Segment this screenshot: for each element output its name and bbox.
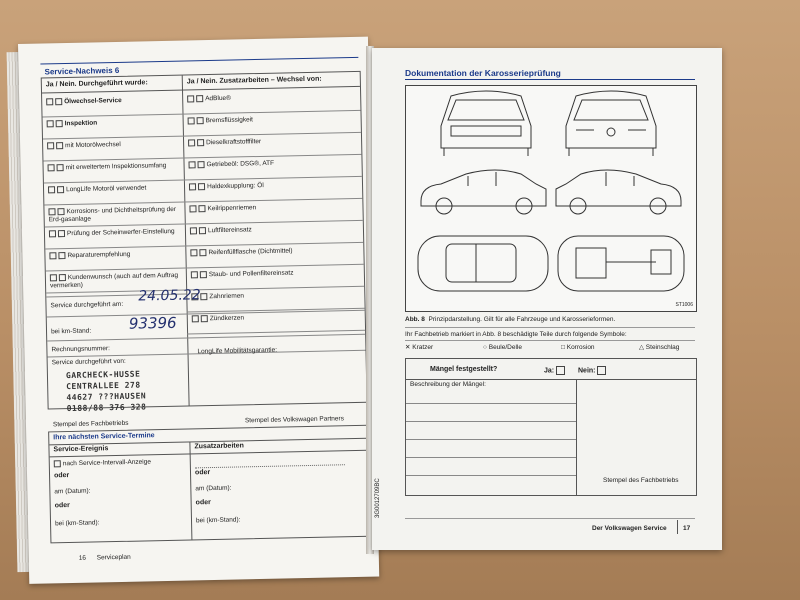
right-page-number: 17 <box>683 525 691 532</box>
right-page <box>372 48 722 550</box>
service-check-item[interactable]: Korrosions- und Dichtheitsprüfung der Erd-gasanlage <box>48 205 177 224</box>
col2-header: Ja / Nein. Zusatzarbeiten – Wechsel von: <box>186 75 322 86</box>
next-km-label: bei (km-Stand): <box>54 519 100 528</box>
service-check-item[interactable]: LongLife Motoröl verwendet <box>48 184 180 195</box>
next2-or-2: oder <box>195 499 211 507</box>
no-label[interactable]: Nein: <box>578 366 608 375</box>
car-outlines-svg <box>406 86 696 311</box>
right-page-title: Dokumentation der Karosserieprüfung <box>405 68 561 78</box>
figure-code: ST1006 <box>675 302 693 308</box>
additional-work-item[interactable]: Dieselkraftstofffilter <box>188 136 358 148</box>
legend-item: △ Steinschlag <box>639 344 680 351</box>
right-footer-text: Der Volkswagen Service <box>592 525 667 532</box>
left-page-number: 16 <box>78 554 87 562</box>
service-check-item[interactable]: Reparaturempfehlung <box>49 250 181 261</box>
next-service-table <box>48 425 370 544</box>
additional-work-item[interactable]: Zahnriemen <box>191 290 361 302</box>
defects-label: Mängel festgestellt? <box>430 366 498 373</box>
next2-or-1: oder <box>194 469 211 477</box>
stamp-company-label: Stempel des Fachbetriebs <box>52 419 129 429</box>
next-dates-title: Ihre nächsten Service-Termine <box>53 432 155 442</box>
next-item-interval[interactable]: nach Service-Intervall-Anzeige <box>54 458 151 468</box>
additional-work-item[interactable]: Zündkerzen <box>192 312 362 324</box>
legend-item: □ Korrosion <box>561 344 595 351</box>
next-date-label: am (Datum): <box>54 487 91 496</box>
service-check-item[interactable]: Prüfung der Scheinwerfer-Einstellung <box>49 228 181 239</box>
invoice-label: Rechnungsnummer: <box>51 345 111 354</box>
defects-table <box>405 358 697 496</box>
next-or-2: oder <box>54 502 70 510</box>
km-label: bei km-Stand: <box>50 327 92 336</box>
service-check-item[interactable]: mit Motorölwechsel <box>47 140 179 151</box>
next-or-1: oder <box>53 472 70 480</box>
figure-caption: Abb. 8 Prinzipdarstellung. Gilt für alle Fahrzeuge und Karosserieformen. <box>405 316 616 323</box>
additional-work-item[interactable]: Staub- und Pollenfiltereinsatz <box>191 268 361 280</box>
yes-label[interactable]: Ja: <box>544 366 567 375</box>
legend-item: ✕ Kratzer <box>405 344 434 351</box>
additional-work-item[interactable]: AdBlue® <box>187 92 357 104</box>
additional-work-item[interactable]: Reifenfüllflasche (Dichtmittel) <box>190 246 360 258</box>
left-page-title: Service-Nachweis 6 <box>44 65 120 77</box>
next-col2-header: Zusatzarbeiten <box>194 442 244 451</box>
next2-date-label: am (Datum): <box>195 484 232 493</box>
service-date-handwritten[interactable]: 24.05.22 <box>138 287 201 305</box>
service-check-item[interactable]: Ölwechsel-Service <box>46 96 178 107</box>
dealer-stamp: GARCHECK-HUSSE CENTRALLEE 278 44627 ???HAUSEN 0188/88 376 328 <box>65 369 147 414</box>
longlife-label: LongLife Mobilitätsgarantie: <box>197 346 278 356</box>
col1-header: Ja / Nein. Durchgeführt wurde: <box>45 79 148 89</box>
next-col1-header: Service-Ereignis <box>53 445 109 454</box>
additional-work-item[interactable]: Haldexkupplung: Öl <box>189 180 359 192</box>
performed-by-label: Service durchgeführt von: <box>51 357 126 367</box>
car-body-diagram <box>405 85 697 312</box>
additional-work-item[interactable]: Luftfiltereinsatz <box>190 224 360 236</box>
km-value-handwritten[interactable]: 93396 <box>128 313 177 333</box>
left-footer-text: Serviceplan <box>96 553 131 562</box>
additional-work-item[interactable]: Getriebeöl: DSG®, ATF <box>188 158 358 170</box>
legend-item: ○ Beule/Delle <box>483 344 522 351</box>
service-table <box>41 71 368 429</box>
description-label: Beschreibung der Mängel: <box>410 381 486 388</box>
side-code: 3G0012709BC <box>375 478 381 518</box>
service-done-on-label: Service durchgeführt am: <box>50 300 124 310</box>
left-page <box>18 37 379 584</box>
additional-work-item[interactable]: Keilrippenriemen <box>189 202 359 214</box>
next2-km-label: bei (km-Stand): <box>195 516 241 525</box>
service-check-item[interactable]: Inspektion <box>47 118 179 129</box>
service-check-item[interactable]: mit erweitertem Inspektionsumfang <box>48 162 180 173</box>
stamp-vw-label: Stempel des Volkswagen Partners <box>244 415 344 425</box>
additional-work-item[interactable]: Bremsflüssigkeit <box>188 114 358 126</box>
service-check-item[interactable]: Kundenwunsch (auch auf dem Auftrag vermerken) <box>50 271 179 290</box>
legend-intro: Ihr Fachbetrieb markiert in Abb. 8 beschädigte Teile durch folgende Symbole: <box>405 331 627 338</box>
right-stamp-label: Stempel des Fachbetriebs <box>603 477 679 484</box>
